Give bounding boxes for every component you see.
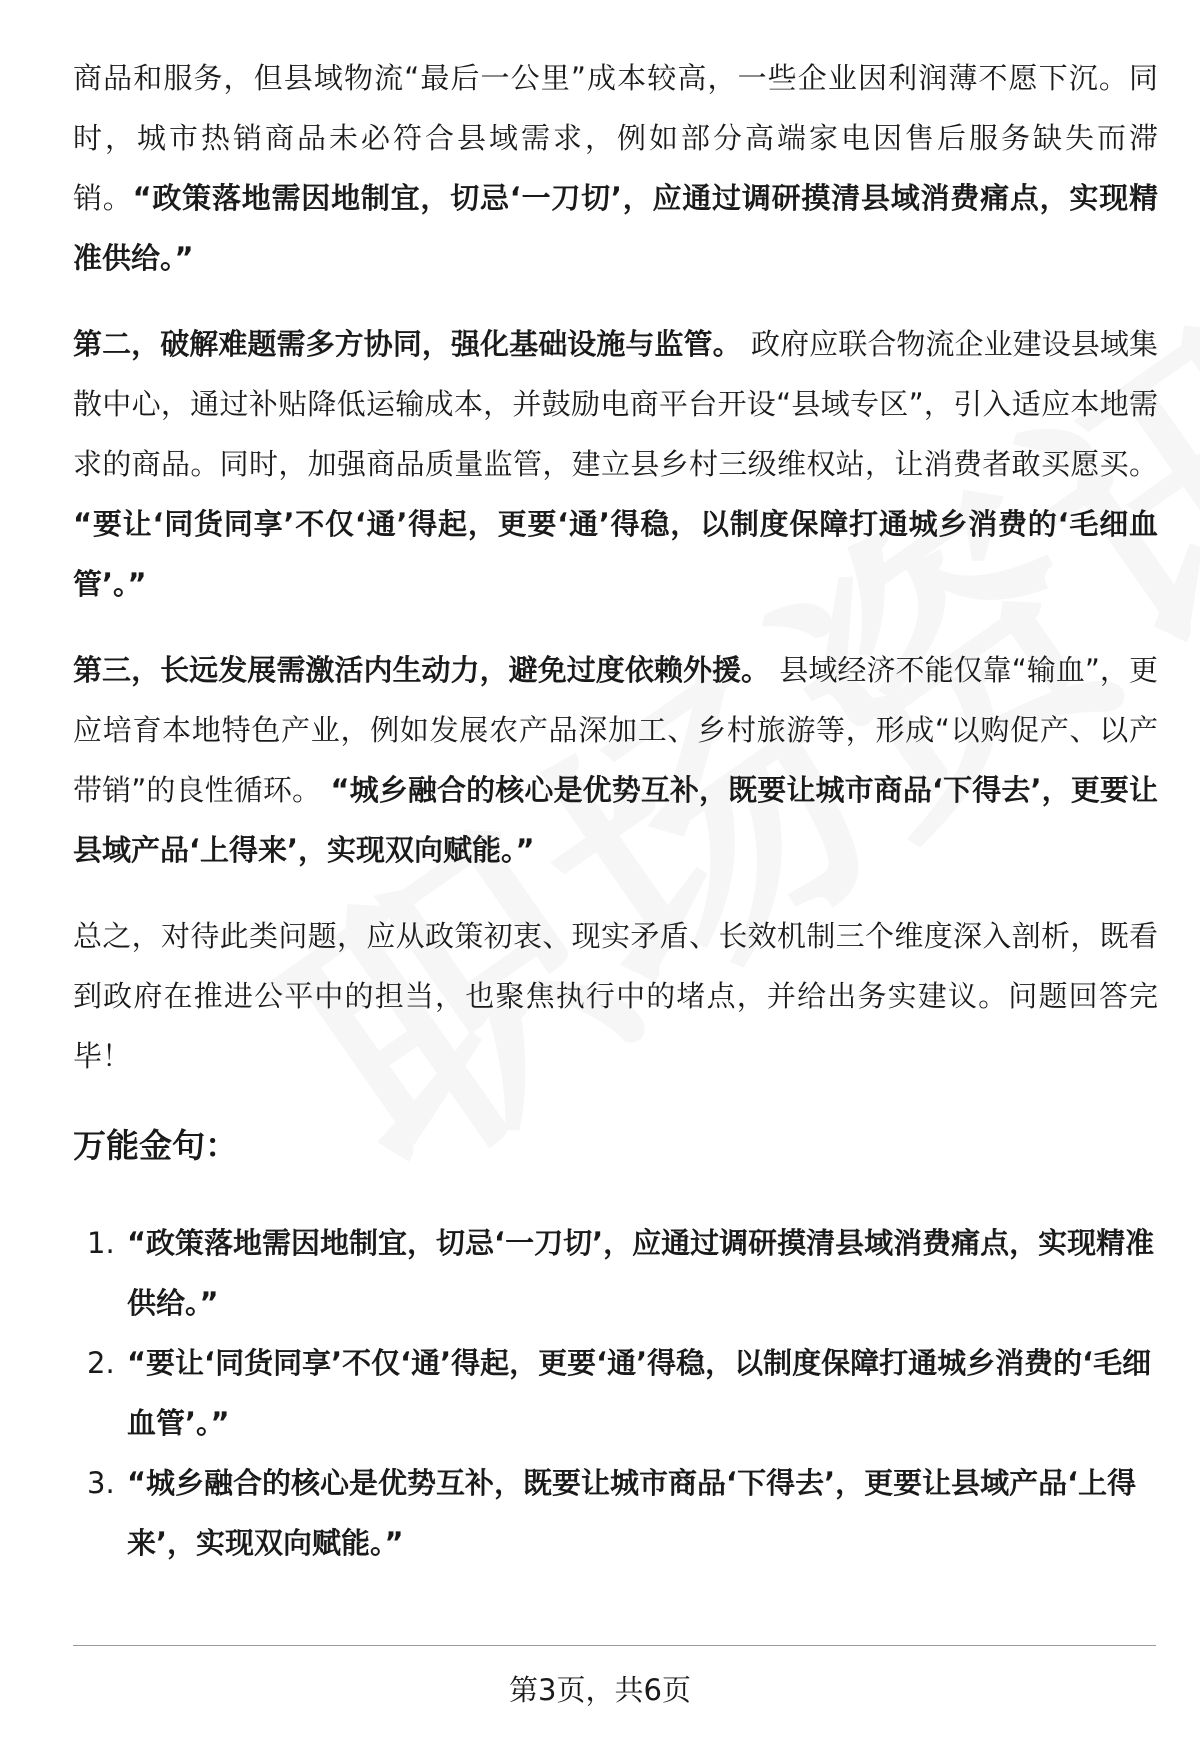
paragraph-conclusion	[73, 906, 1158, 1086]
quote-text: “城乡融合的核心是优势互补，既要让城市商品‘下得去’，更要让县域产品‘上得来’，实现双向赋能。”	[127, 1466, 1137, 1560]
list-number: 3.	[87, 1466, 115, 1500]
paragraph-intro-continued	[73, 48, 1158, 288]
list-number: 1.	[87, 1226, 115, 1260]
quote-text: “要让‘同货同享’不仅‘通’得起，更要‘通’得稳，以制度保障打通城乡消费的‘毛细血管’。”	[127, 1346, 1152, 1440]
list-item	[73, 1453, 1158, 1573]
point-heading: 第二，破解难题需多方协同，强化基础设施与监管。	[73, 327, 742, 361]
list-number: 2.	[87, 1346, 115, 1380]
document-body	[73, 48, 1158, 1573]
point-heading: 第三，长远发展需激活内生动力，避免过度依赖外援。	[73, 653, 771, 687]
paragraph-point-two	[73, 314, 1158, 614]
paragraph-quote: “要让‘同货同享’不仅‘通’得起，更要‘通’得稳，以制度保障打通城乡消费的‘毛细血管’。”	[73, 507, 1158, 601]
paragraph-text: 县域经济不能仅靠“输血”，更应培育本地特色产业，例如发展农产品深加工、乡村旅游等，形成“以购促产、以产带销”的良性循环。	[73, 653, 1158, 807]
list-item	[73, 1333, 1158, 1453]
golden-quotes-list	[73, 1213, 1158, 1573]
list-item	[73, 1213, 1158, 1333]
paragraph-text: 政府应联合物流企业建设县域集散中心，通过补贴降低运输成本，并鼓励电商平台开设“县域专区”，引入适应本地需求的商品。同时，加强商品质量监管，建立县乡村三级维权站，让消费者敢买愿买。	[73, 327, 1158, 481]
footer-divider	[73, 1645, 1156, 1646]
golden-quotes-title: 万能金句：	[73, 1126, 238, 1165]
paragraph-quote: “政策落地需因地制宜，切忌‘一刀切’，应通过调研摸清县域消费痛点，实现精准供给。”	[73, 181, 1158, 275]
paragraph-point-three	[73, 640, 1158, 880]
paragraph-quote: “城乡融合的核心是优势互补，既要让城市商品‘下得去’，更要让县域产品‘上得来’，实现双向赋能。”	[73, 773, 1158, 867]
paragraph-text: 总之，对待此类问题，应从政策初衷、现实矛盾、长效机制三个维度深入剖析，既看到政府在推进公平中的担当，也聚焦执行中的堵点，并给出务实建议。问题回答完毕！	[73, 919, 1158, 1073]
quote-text: “政策落地需因地制宜，切忌‘一刀切’，应通过调研摸清县域消费痛点，实现精准供给。”	[127, 1226, 1155, 1320]
paragraph-text: 商品和服务，但县域物流“最后一公里”成本较高，一些企业因利润薄不愿下沉。同时，城市热销商品未必符合县域需求，例如部分高端家电因售后服务缺失而滞销。	[73, 61, 1158, 215]
page-number: 第3页，共6页	[509, 1673, 691, 1707]
